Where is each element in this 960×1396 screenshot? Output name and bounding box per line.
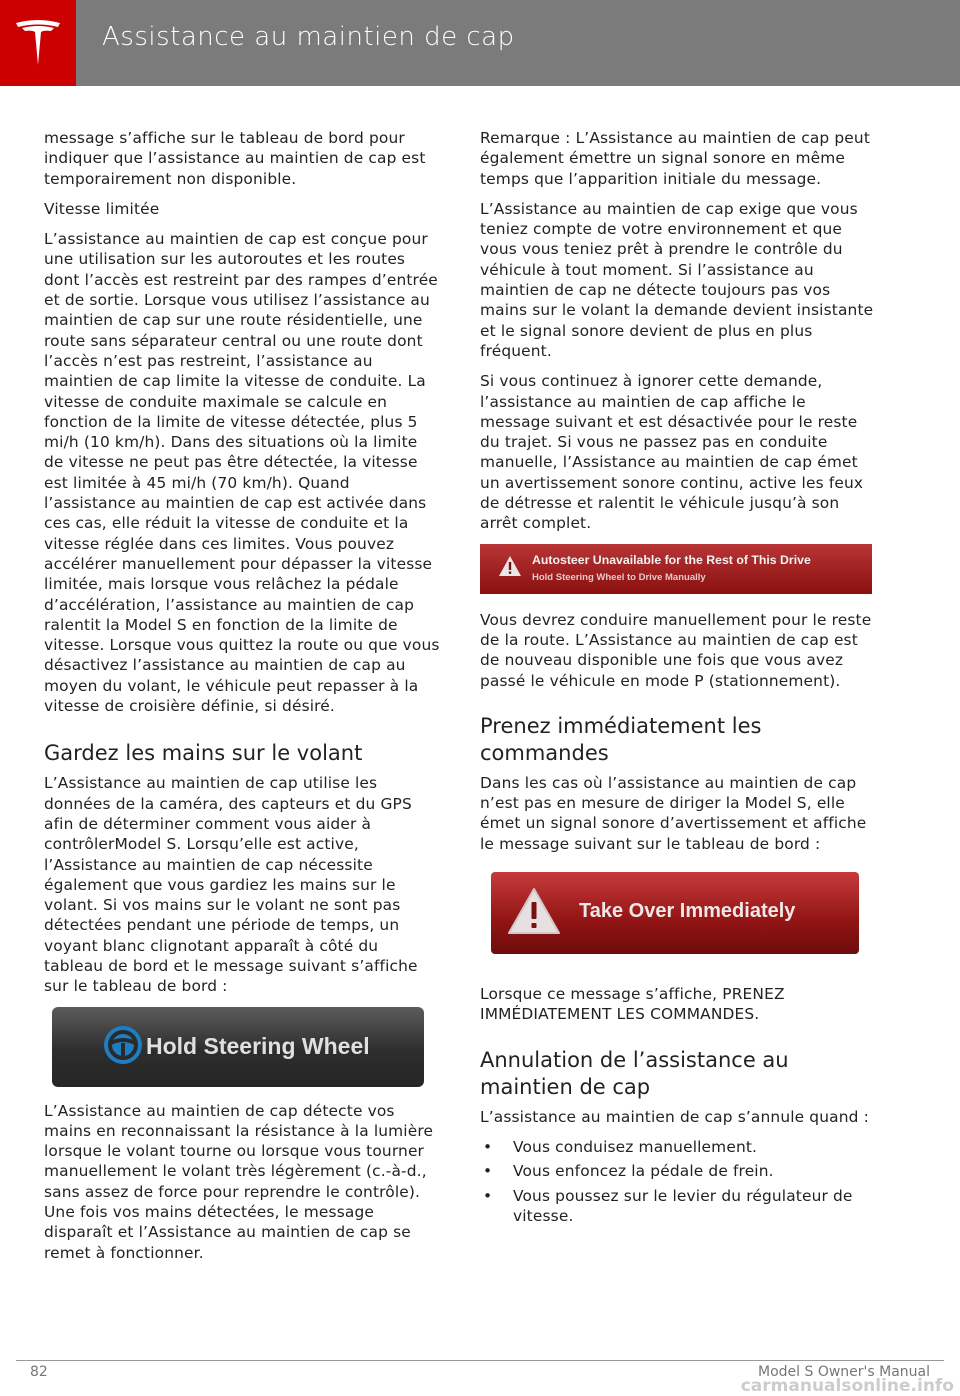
- paragraph: Si vous continuez à ignorer cette demande, l’assistance au maintien de cap affiche le message suivant et est désactivée pour le reste du trajet. Si vous ne passez pas en conduite manuelle, l’Assistance au maintien de cap émet un avertissement sonore continu, active les feux de détresse et ralentit le véhicule jusqu’à son arrêt complet.: [480, 372, 864, 533]
- page-title: Assistance au maintien de cap: [102, 22, 515, 52]
- note: Remarque : L’Assistance au maintien de cap peut également émettre un signal sonore en même temps que l’apparition initiale du message.: [480, 129, 871, 188]
- tesla-logo: [0, 0, 76, 86]
- paragraph: L’Assistance au maintien de cap exige que vous teniez compte de votre environnement et que vous vous teniez prêt à prendre le contrôle du véhicule à tout moment. Si l’assistance au maintien de cap ne détecte toujours pas vos mains sur le volant la demande devient insistante et le signal sonore devient de plus en plus fréquent.: [480, 199, 874, 360]
- paragraph: Lorsque ce message s’affiche, PRENEZ IMMÉDIATEMENT LES COMMANDES.: [480, 985, 785, 1024]
- autosteer-unavailable-alert: [480, 544, 872, 594]
- footer-divider: [16, 1360, 944, 1361]
- list-item: [480, 1161, 876, 1181]
- paragraph: Dans les cas où l’assistance au maintien de cap n’est pas en mesure de diriger la Model S, elle émet un signal sonore d’avertissement et affiche le message suivant sur le tableau de bord :: [480, 773, 867, 853]
- section-heading: Annulation de l’assistance au maintien de cap: [480, 1047, 789, 1099]
- warning-icon: [498, 555, 522, 577]
- manual-title: Model S Owner's Manual: [758, 1364, 930, 1380]
- paragraph: message s’affiche sur le tableau de bord pour indiquer que l’assistance au maintien de cap est temporairement non disponible.: [44, 129, 426, 188]
- autosteer-unavailable-subtitle: Hold Steering Wheel to Drive Manually: [532, 571, 706, 583]
- hold-steering-wheel-alert: [52, 1007, 424, 1087]
- section-heading: Gardez les mains sur le volant: [44, 741, 363, 766]
- bullet: •: [483, 1137, 493, 1156]
- paragraph: L’assistance au maintien de cap s’annule quand :: [480, 1107, 869, 1126]
- autosteer-unavailable-title: Autosteer Unavailable for the Rest of This Drive: [532, 552, 811, 567]
- right-column: [480, 128, 876, 1230]
- hold-steering-wheel-label: Hold Steering Wheel: [146, 1032, 370, 1059]
- watermark: carmanualsonline.info: [740, 1376, 954, 1396]
- paragraph: L’Assistance au maintien de cap utilise les données de la caméra, des capteurs et du GPS afin de déterminer comment vous aider à contrôlerModel S. Lorsqu’elle est active, l’Assistance au maintien de cap nécessite également que vous gardiez les mains sur le volant. Si vos mains sur le volant ne sont pas détectées pendant une période de temps, un voyant blanc clignotant apparaît à côté du tableau de bord et le message suivant s’affiche sur le tableau de bord :: [44, 774, 418, 996]
- take-over-immediately-alert: [491, 872, 859, 954]
- paragraph: L’Assistance au maintien de cap détecte vos mains en reconnaissant la résistance à la lumière lorsque le volant tourne ou lorsque vous tourner manuellement le volant très légèrement (c.-à-d., sans assez de force pour reprendre le contrôle). Une fois vos mains détectées, le message disparaît et l’Assistance au maintien de cap se remet à fonctionner.: [44, 1101, 434, 1262]
- section-heading: Prenez immédiatement les commandes: [480, 713, 762, 765]
- bullet: •: [483, 1186, 493, 1205]
- bullet: •: [483, 1162, 493, 1181]
- left-column: [44, 128, 440, 1273]
- list-item: [480, 1137, 876, 1157]
- steering-wheel-icon: [102, 1024, 144, 1066]
- subheading-speed-limit: Vitesse limitée: [44, 199, 160, 218]
- list-item-text: Vous poussez sur le levier du régulateur de vitesse.: [513, 1186, 853, 1225]
- tesla-logo-icon: [13, 18, 63, 68]
- page-header: [0, 0, 960, 86]
- page-number: 82: [30, 1364, 48, 1380]
- list-item-text: Vous conduisez manuellement.: [513, 1137, 758, 1156]
- paragraph: Vous devrez conduire manuellement pour le reste de la route. L’Assistance au maintien de cap est de nouveau disponible une fois que vous avez passé le véhicule en mode P (stationnement).: [480, 610, 872, 690]
- paragraph: L’assistance au maintien de cap est conçue pour une utilisation sur les autoroutes et les routes dont l’accès est restreint par des rampes d’entrée et de sortie. Lorsque vous utilisez l’assistance au maintien de cap sur une route résidentielle, une route sans séparateur central ou une route dont l’accès n’est pas restreint, l’assistance au maintien de cap limite la vitesse de conduite. La vitesse de conduite maximale se calcule en fonction de la limite de vitesse détectée, plus 5 mi/h (10 km/h). Dans des situations où la limite de vitesse ne peut pas être détectée, la vitesse est limitée à 45 mi/h (70 km/h). Quand l’assistance au maintien de cap est activée dans ces cas, elle réduit la vitesse de conduite et la vitesse réglée dans ces limites. Vous pouvez accélérer manuellement pour dépasser la vitesse limitée, mais lorsque vous relâchez la pédale d’accélération, l’assistance au maintien de cap ralentit la Model S en fonction de la limite de vitesse. Lorsque vous quittez la route ou que vous désactivez l’assistance au maintien de cap au moyen du volant, le véhicule peut repasser à la vitesse de croisière définie, si désiré.: [44, 230, 440, 716]
- cancel-conditions-list: [480, 1137, 876, 1226]
- take-over-immediately-label: Take Over Immediately: [579, 900, 796, 923]
- list-item-text: Vous enfoncez la pédale de frein.: [513, 1162, 774, 1181]
- warning-icon: [507, 887, 561, 935]
- list-item: [480, 1186, 876, 1227]
